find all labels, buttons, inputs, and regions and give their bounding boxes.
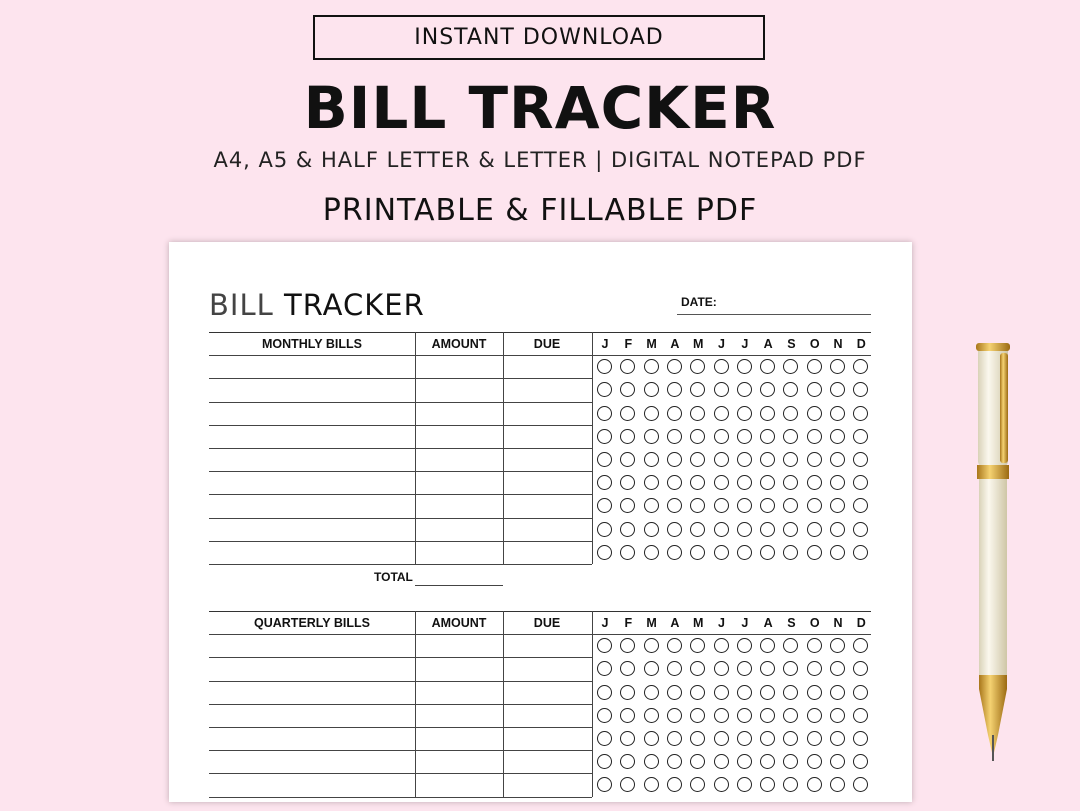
table-row[interactable] <box>209 797 592 798</box>
paid-checkbox-circle[interactable] <box>737 731 752 746</box>
paid-checkbox-circle[interactable] <box>807 429 822 444</box>
paid-checkbox-circle[interactable] <box>714 522 729 537</box>
paid-checkbox-circle[interactable] <box>714 382 729 397</box>
paid-checkbox-circle[interactable] <box>620 522 635 537</box>
table-row[interactable] <box>209 657 592 658</box>
paid-checkbox-circle[interactable] <box>690 429 705 444</box>
paid-checkbox-circle[interactable] <box>690 382 705 397</box>
paid-checkbox-circle[interactable] <box>760 522 775 537</box>
col-quarterly-bills: QUARTERLY BILLS <box>254 615 370 630</box>
paid-checkbox-circle[interactable] <box>690 452 705 467</box>
month-header: M <box>646 615 657 630</box>
paid-checkbox-circle[interactable] <box>667 382 682 397</box>
col-due: DUE <box>533 336 561 351</box>
paid-checkbox-circle[interactable] <box>644 382 659 397</box>
paid-checkbox-circle[interactable] <box>830 522 845 537</box>
paid-checkbox-circle[interactable] <box>667 359 682 374</box>
paid-checkbox-circle[interactable] <box>783 406 798 421</box>
table-row[interactable] <box>209 681 592 682</box>
paid-checkbox-circle[interactable] <box>783 708 798 723</box>
paid-checkbox-circle[interactable] <box>783 498 798 513</box>
paid-checkbox-circle[interactable] <box>783 685 798 700</box>
paid-checkbox-circle[interactable] <box>853 359 868 374</box>
table-row[interactable] <box>209 564 592 565</box>
paid-checkbox-circle[interactable] <box>667 708 682 723</box>
paid-checkbox-circle[interactable] <box>690 754 705 769</box>
paid-checkbox-circle[interactable] <box>737 777 752 792</box>
month-header: A <box>670 336 680 351</box>
paid-checkbox-circle[interactable] <box>644 545 659 560</box>
paid-checkbox-circle[interactable] <box>783 777 798 792</box>
month-header: N <box>833 336 843 351</box>
paid-checkbox-circle[interactable] <box>783 429 798 444</box>
paid-checkbox-circle[interactable] <box>690 638 705 653</box>
paid-checkbox-circle[interactable] <box>737 661 752 676</box>
paid-checkbox-circle[interactable] <box>620 545 635 560</box>
paid-checkbox-circle[interactable] <box>853 522 868 537</box>
month-header: A <box>763 336 773 351</box>
paid-checkbox-circle[interactable] <box>853 777 868 792</box>
date-label: DATE: <box>681 295 717 309</box>
paid-checkbox-circle[interactable] <box>644 731 659 746</box>
formats-line: A4, A5 & HALF LETTER & LETTER | DIGITAL NOTEPAD PDF <box>213 148 867 172</box>
paid-checkbox-circle[interactable] <box>620 475 635 490</box>
date-line <box>677 314 871 315</box>
paid-checkbox-circle[interactable] <box>853 754 868 769</box>
paid-checkbox-circle[interactable] <box>737 522 752 537</box>
paid-checkbox-circle[interactable] <box>830 359 845 374</box>
paid-checkbox-circle[interactable] <box>714 638 729 653</box>
paid-checkbox-circle[interactable] <box>620 731 635 746</box>
page-title: BILL TRACKER <box>303 74 777 142</box>
paid-checkbox-circle[interactable] <box>644 661 659 676</box>
paid-checkbox-circle[interactable] <box>644 406 659 421</box>
table-row[interactable] <box>209 704 592 705</box>
paid-checkbox-circle[interactable] <box>830 638 845 653</box>
total-input-line[interactable] <box>415 585 503 586</box>
paid-checkbox-circle[interactable] <box>783 359 798 374</box>
paid-checkbox-circle[interactable] <box>690 498 705 513</box>
paid-checkbox-circle[interactable] <box>807 522 822 537</box>
paid-checkbox-circle[interactable] <box>853 661 868 676</box>
printable-sheet <box>169 242 912 802</box>
paid-checkbox-circle[interactable] <box>620 452 635 467</box>
paid-checkbox-circle[interactable] <box>830 708 845 723</box>
paid-checkbox-circle[interactable] <box>714 661 729 676</box>
month-header: N <box>833 615 843 630</box>
table-row[interactable] <box>209 773 592 774</box>
month-header: J <box>718 615 725 630</box>
paid-checkbox-circle[interactable] <box>807 382 822 397</box>
paid-checkbox-circle[interactable] <box>667 522 682 537</box>
paid-checkbox-circle[interactable] <box>737 452 752 467</box>
paid-checkbox-circle[interactable] <box>667 498 682 513</box>
month-header: J <box>718 336 725 351</box>
paid-checkbox-circle[interactable] <box>620 359 635 374</box>
paid-checkbox-circle[interactable] <box>690 406 705 421</box>
monthly-bills-table <box>209 332 871 582</box>
column-divider <box>592 332 593 564</box>
paid-checkbox-circle[interactable] <box>667 661 682 676</box>
paid-checkbox-circle[interactable] <box>853 731 868 746</box>
paid-checkbox-circle[interactable] <box>760 359 775 374</box>
table-row[interactable] <box>209 402 592 403</box>
paid-checkbox-circle[interactable] <box>667 754 682 769</box>
paid-checkbox-circle[interactable] <box>597 498 612 513</box>
paid-checkbox-circle[interactable] <box>853 545 868 560</box>
table-row[interactable] <box>209 448 592 449</box>
paid-checkbox-circle[interactable] <box>853 452 868 467</box>
paid-checkbox-circle[interactable] <box>830 382 845 397</box>
month-header: D <box>856 336 866 351</box>
paid-checkbox-circle[interactable] <box>830 731 845 746</box>
paid-checkbox-circle[interactable] <box>620 638 635 653</box>
paid-checkbox-circle[interactable] <box>644 522 659 537</box>
paid-checkbox-circle[interactable] <box>597 638 612 653</box>
paid-checkbox-circle[interactable] <box>620 754 635 769</box>
column-divider <box>415 332 416 564</box>
paid-checkbox-circle[interactable] <box>714 359 729 374</box>
paid-checkbox-circle[interactable] <box>597 661 612 676</box>
paid-checkbox-circle[interactable] <box>667 475 682 490</box>
paid-checkbox-circle[interactable] <box>620 382 635 397</box>
table-row[interactable] <box>209 541 592 542</box>
paid-checkbox-circle[interactable] <box>714 475 729 490</box>
paid-checkbox-circle[interactable] <box>690 685 705 700</box>
paid-checkbox-circle[interactable] <box>853 708 868 723</box>
paid-checkbox-circle[interactable] <box>783 754 798 769</box>
paid-checkbox-circle[interactable] <box>597 475 612 490</box>
sheet-title-dark: TRACKER <box>283 288 425 322</box>
paid-checkbox-circle[interactable] <box>620 708 635 723</box>
paid-checkbox-circle[interactable] <box>644 708 659 723</box>
paid-checkbox-circle[interactable] <box>690 661 705 676</box>
paid-checkbox-circle[interactable] <box>783 522 798 537</box>
paid-checkbox-circle[interactable] <box>830 661 845 676</box>
paid-checkbox-circle[interactable] <box>760 452 775 467</box>
paid-checkbox-circle[interactable] <box>620 661 635 676</box>
paid-checkbox-circle[interactable] <box>737 545 752 560</box>
paid-checkbox-circle[interactable] <box>807 498 822 513</box>
paid-checkbox-circle[interactable] <box>714 545 729 560</box>
paid-checkbox-circle[interactable] <box>597 545 612 560</box>
col-due: DUE <box>533 615 561 630</box>
paid-checkbox-circle[interactable] <box>714 777 729 792</box>
paid-checkbox-circle[interactable] <box>760 731 775 746</box>
pen-icon <box>960 335 1030 765</box>
paid-checkbox-circle[interactable] <box>690 777 705 792</box>
paid-checkbox-circle[interactable] <box>807 475 822 490</box>
paid-checkbox-circle[interactable] <box>644 359 659 374</box>
paid-checkbox-circle[interactable] <box>667 777 682 792</box>
paid-checkbox-circle[interactable] <box>597 382 612 397</box>
table-row[interactable] <box>209 471 592 472</box>
paid-checkbox-circle[interactable] <box>690 522 705 537</box>
paid-checkbox-circle[interactable] <box>760 685 775 700</box>
month-header: M <box>692 336 704 351</box>
paid-checkbox-circle[interactable] <box>783 731 798 746</box>
paid-checkbox-circle[interactable] <box>667 406 682 421</box>
paid-checkbox-circle[interactable] <box>807 661 822 676</box>
paid-checkbox-circle[interactable] <box>597 708 612 723</box>
column-divider <box>503 611 504 797</box>
column-divider <box>503 332 504 564</box>
month-header: F <box>624 615 633 630</box>
paid-checkbox-circle[interactable] <box>644 498 659 513</box>
paid-checkbox-circle[interactable] <box>620 498 635 513</box>
paid-checkbox-circle[interactable] <box>597 406 612 421</box>
paid-checkbox-circle[interactable] <box>644 638 659 653</box>
paid-checkbox-circle[interactable] <box>760 708 775 723</box>
paid-checkbox-circle[interactable] <box>760 498 775 513</box>
paid-checkbox-circle[interactable] <box>620 429 635 444</box>
paid-checkbox-circle[interactable] <box>830 498 845 513</box>
paid-checkbox-circle[interactable] <box>644 475 659 490</box>
paid-checkbox-circle[interactable] <box>760 429 775 444</box>
paid-checkbox-circle[interactable] <box>690 545 705 560</box>
paid-checkbox-circle[interactable] <box>667 545 682 560</box>
paid-checkbox-circle[interactable] <box>597 777 612 792</box>
quarterly-bills-table <box>209 611 871 811</box>
paid-checkbox-circle[interactable] <box>807 638 822 653</box>
month-header: O <box>809 336 820 351</box>
sheet-title <box>209 288 425 322</box>
paid-checkbox-circle[interactable] <box>830 429 845 444</box>
paid-checkbox-circle[interactable] <box>807 685 822 700</box>
paid-checkbox-circle[interactable] <box>690 708 705 723</box>
month-header: J <box>601 336 609 351</box>
paid-checkbox-circle[interactable] <box>807 545 822 560</box>
paid-checkbox-circle[interactable] <box>597 754 612 769</box>
paid-checkbox-circle[interactable] <box>760 638 775 653</box>
table-row[interactable] <box>209 378 592 379</box>
month-header: A <box>763 615 773 630</box>
paid-checkbox-circle[interactable] <box>853 638 868 653</box>
month-header: J <box>741 615 749 630</box>
paid-checkbox-circle[interactable] <box>690 731 705 746</box>
paid-checkbox-circle[interactable] <box>737 429 752 444</box>
paid-checkbox-circle[interactable] <box>597 685 612 700</box>
col-monthly-bills: MONTHLY BILLS <box>261 336 362 351</box>
paid-checkbox-circle[interactable] <box>644 754 659 769</box>
paid-checkbox-circle[interactable] <box>597 522 612 537</box>
paid-checkbox-circle[interactable] <box>807 452 822 467</box>
month-header: J <box>601 615 609 630</box>
table-row[interactable] <box>209 727 592 728</box>
paid-checkbox-circle[interactable] <box>737 359 752 374</box>
paid-checkbox-circle[interactable] <box>853 406 868 421</box>
instant-download-badge: INSTANT DOWNLOAD <box>313 15 765 60</box>
paid-checkbox-circle[interactable] <box>830 452 845 467</box>
paid-checkbox-circle[interactable] <box>783 545 798 560</box>
paid-checkbox-circle[interactable] <box>597 731 612 746</box>
paid-checkbox-circle[interactable] <box>807 731 822 746</box>
column-divider <box>415 611 416 797</box>
subtitle: PRINTABLE & FILLABLE PDF <box>322 193 758 228</box>
paid-checkbox-circle[interactable] <box>760 382 775 397</box>
paid-checkbox-circle[interactable] <box>807 754 822 769</box>
paid-checkbox-circle[interactable] <box>714 731 729 746</box>
month-header: S <box>787 336 796 351</box>
paid-checkbox-circle[interactable] <box>783 475 798 490</box>
paid-checkbox-circle[interactable] <box>760 754 775 769</box>
paid-checkbox-circle[interactable] <box>830 754 845 769</box>
paid-checkbox-circle[interactable] <box>760 545 775 560</box>
paid-checkbox-circle[interactable] <box>853 475 868 490</box>
paid-checkbox-circle[interactable] <box>690 359 705 374</box>
paid-checkbox-circle[interactable] <box>667 452 682 467</box>
paid-checkbox-circle[interactable] <box>830 777 845 792</box>
paid-checkbox-circle[interactable] <box>737 475 752 490</box>
month-header: A <box>670 615 680 630</box>
paid-checkbox-circle[interactable] <box>620 685 635 700</box>
paid-checkbox-circle[interactable] <box>853 685 868 700</box>
month-header: M <box>692 615 704 630</box>
month-header: S <box>787 615 796 630</box>
paid-checkbox-circle[interactable] <box>714 452 729 467</box>
paid-checkbox-circle[interactable] <box>807 777 822 792</box>
paid-checkbox-circle[interactable] <box>830 545 845 560</box>
paid-checkbox-circle[interactable] <box>620 406 635 421</box>
paid-checkbox-circle[interactable] <box>667 685 682 700</box>
column-divider <box>592 611 593 797</box>
paid-checkbox-circle[interactable] <box>714 498 729 513</box>
paid-checkbox-circle[interactable] <box>737 708 752 723</box>
table-row[interactable] <box>209 750 592 751</box>
paid-checkbox-circle[interactable] <box>807 359 822 374</box>
paid-checkbox-circle[interactable] <box>783 661 798 676</box>
paid-checkbox-circle[interactable] <box>807 708 822 723</box>
paid-checkbox-circle[interactable] <box>667 638 682 653</box>
col-amount: AMOUNT <box>431 615 487 630</box>
header-bottom-border <box>209 355 871 356</box>
paid-checkbox-circle[interactable] <box>620 777 635 792</box>
paid-checkbox-circle[interactable] <box>737 498 752 513</box>
paid-checkbox-circle[interactable] <box>830 406 845 421</box>
paid-checkbox-circle[interactable] <box>737 638 752 653</box>
table-row[interactable] <box>209 494 592 495</box>
month-header: F <box>624 336 633 351</box>
paid-checkbox-circle[interactable] <box>853 382 868 397</box>
paid-checkbox-circle[interactable] <box>714 685 729 700</box>
paid-checkbox-circle[interactable] <box>853 429 868 444</box>
paid-checkbox-circle[interactable] <box>714 708 729 723</box>
paid-checkbox-circle[interactable] <box>714 754 729 769</box>
month-header: O <box>809 615 820 630</box>
paid-checkbox-circle[interactable] <box>830 475 845 490</box>
month-header: D <box>856 615 866 630</box>
paid-checkbox-circle[interactable] <box>853 498 868 513</box>
paid-checkbox-circle[interactable] <box>783 382 798 397</box>
paid-checkbox-circle[interactable] <box>644 429 659 444</box>
paid-checkbox-circle[interactable] <box>737 382 752 397</box>
col-amount: AMOUNT <box>431 336 487 351</box>
month-header: J <box>741 336 749 351</box>
paid-checkbox-circle[interactable] <box>760 406 775 421</box>
paid-checkbox-circle[interactable] <box>667 731 682 746</box>
paid-checkbox-circle[interactable] <box>714 406 729 421</box>
paid-checkbox-circle[interactable] <box>714 429 729 444</box>
paid-checkbox-circle[interactable] <box>760 777 775 792</box>
header-bottom-border <box>209 634 871 635</box>
paid-checkbox-circle[interactable] <box>830 685 845 700</box>
paid-checkbox-circle[interactable] <box>644 777 659 792</box>
paid-checkbox-circle[interactable] <box>667 429 682 444</box>
paid-checkbox-circle[interactable] <box>690 475 705 490</box>
sheet-title-light: BILL <box>209 288 274 322</box>
total-label: TOTAL <box>374 570 413 584</box>
paid-checkbox-circle[interactable] <box>783 452 798 467</box>
table-row[interactable] <box>209 518 592 519</box>
paid-checkbox-circle[interactable] <box>783 638 798 653</box>
paid-checkbox-circle[interactable] <box>737 754 752 769</box>
table-row[interactable] <box>209 425 592 426</box>
paid-checkbox-circle[interactable] <box>597 359 612 374</box>
paid-checkbox-circle[interactable] <box>737 685 752 700</box>
paid-checkbox-circle[interactable] <box>597 452 612 467</box>
paid-checkbox-circle[interactable] <box>597 429 612 444</box>
paid-checkbox-circle[interactable] <box>644 452 659 467</box>
paid-checkbox-circle[interactable] <box>760 661 775 676</box>
month-header: M <box>646 336 657 351</box>
paid-checkbox-circle[interactable] <box>807 406 822 421</box>
paid-checkbox-circle[interactable] <box>644 685 659 700</box>
paid-checkbox-circle[interactable] <box>737 406 752 421</box>
paid-checkbox-circle[interactable] <box>760 475 775 490</box>
